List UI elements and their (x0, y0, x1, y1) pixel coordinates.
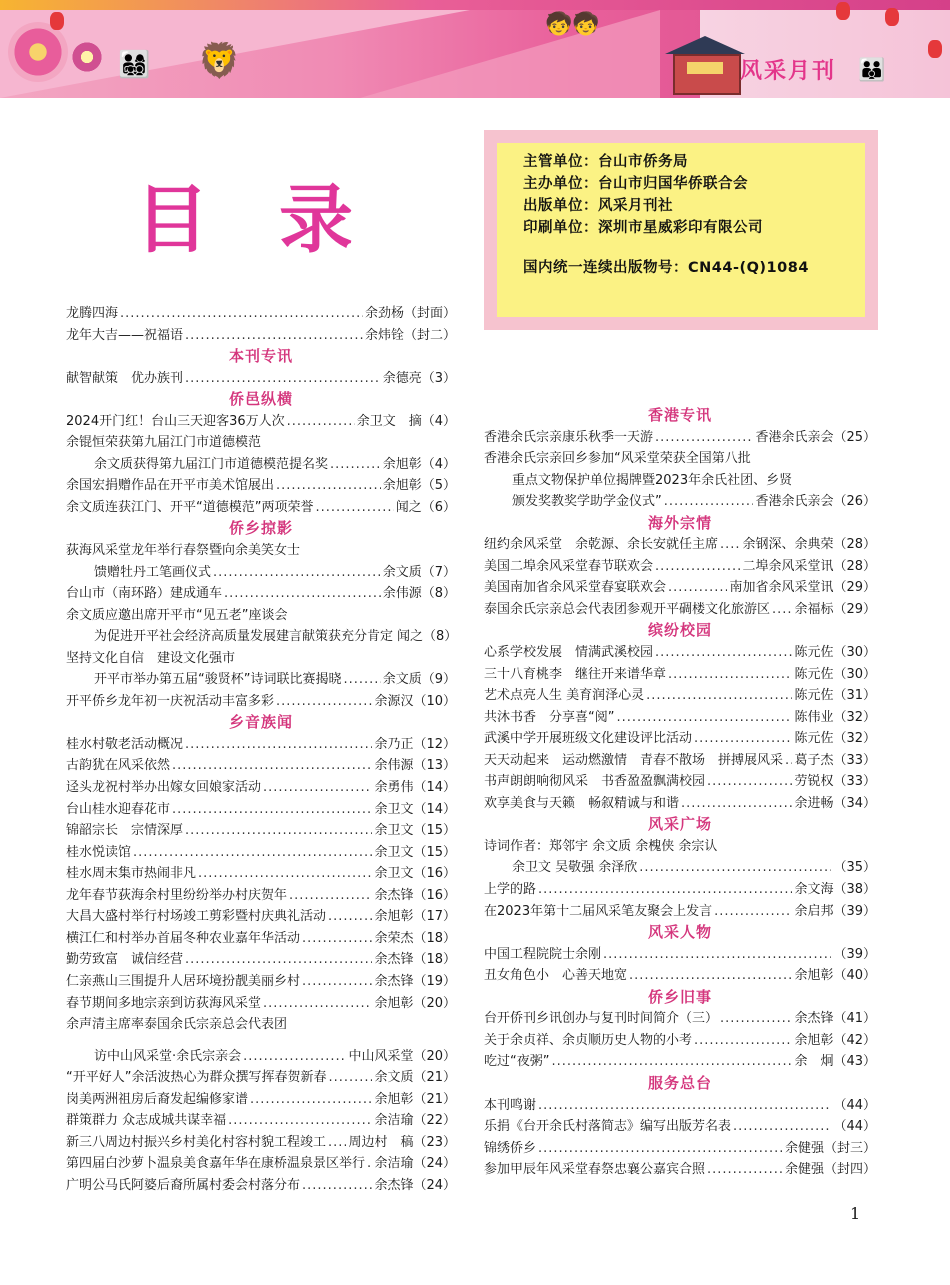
toc-entry-title: 锦绣侨乡 (484, 1140, 537, 1156)
toc-entry-author-page: 余卫文（16） (374, 866, 456, 882)
toc-leader-dots (720, 1008, 792, 1030)
toc-entry (66, 669, 456, 691)
toc-leader-dots (185, 368, 381, 390)
toc-entry-author-page: 周边村 稿（23） (348, 1134, 456, 1150)
toc-entry (484, 491, 876, 513)
toc-leader-dots (302, 928, 372, 950)
toc-entry-line: 重点文物保护单位揭牌暨2023年余氏社团、乡贤 (512, 472, 793, 488)
toc-entry (484, 556, 876, 578)
toc-entry-author-page: 余杰锋（18） (374, 952, 456, 968)
toc-entry-title: 吃过“夜粥” (484, 1054, 550, 1070)
toc-entry-author-page: 余健强（封四） (784, 1162, 876, 1178)
toc-entry-author-page: 余勇伟（14） (374, 780, 456, 796)
toc-entry-title: 勤劳致富 诚信经营 (66, 952, 184, 968)
toc-leader-dots (263, 993, 372, 1015)
toc-leader-dots (694, 1030, 792, 1052)
toc-section-heading: 风采广场 (647, 815, 712, 834)
toc-entry (66, 691, 456, 713)
toc-entry-author-page: 劳锐权（33） (794, 774, 876, 790)
toc-entry-author-page: 余旭彰（20） (374, 995, 456, 1011)
toc-entry-author-page: 余伟源（8） (382, 586, 456, 602)
toc-entry-title: 香港余氏宗亲康乐秋季一天游 (484, 429, 654, 445)
toc-section-heading: 侨乡掠影 (228, 519, 293, 538)
toc-section-heading: 服务总台 (647, 1073, 712, 1092)
toc-leader-dots (538, 1095, 831, 1117)
toc-leader-dots (330, 454, 381, 476)
family-figures-icon: 👪 (858, 58, 886, 83)
toc-section-heading: 香港专讯 (647, 406, 712, 424)
toc-entry-author-page: 余旭彰（42） (794, 1032, 876, 1048)
toc-entry-author-page: 余文质（21） (374, 1070, 456, 1086)
toc-entry-title: 乐捐《台开余氏村落简志》编写出版芳名表 (484, 1119, 732, 1135)
toc-leader-dots (538, 879, 792, 901)
toc-entry-title: 共沐书香 分享喜“阅” (484, 709, 615, 725)
toc-entry-author-page: 余杰锋（41） (794, 1011, 876, 1027)
toc-entry (484, 793, 876, 815)
toc-entry-author-page: 余劲杨（封面） (364, 306, 456, 321)
toc-entry (484, 901, 876, 923)
toc-entry (66, 755, 456, 777)
toc-entry-author-page: 葛子杰（33） (794, 752, 876, 768)
toc-leader-dots (276, 475, 381, 497)
toc-entry-author-page: 余洁瑜（24） (374, 1156, 456, 1172)
toc-section-heading: 风采人物 (647, 923, 712, 942)
lantern-icon (928, 40, 942, 58)
toc-entry-title: 上学的路 (484, 882, 537, 898)
flower-icon (70, 40, 104, 74)
toc-entry (66, 928, 456, 950)
toc-entry-author-page: （35） (833, 860, 876, 876)
toc-leader-dots (315, 497, 393, 519)
toc-entry-line: 余声清主席率泰国余氏宗亲总会代表团 (66, 1017, 288, 1033)
toc-entry-author-page: 余旭彰（21） (374, 1091, 456, 1107)
toc-leader-dots (733, 1116, 831, 1138)
toc-entry-author-page: 余旭彰（17） (374, 909, 456, 925)
toc-entry-author-page: 陈伟业（32） (794, 709, 876, 725)
toc-entry (484, 771, 876, 793)
toc-entry-title: 欢享美食与天籁 畅叙精诚与和谐 (484, 795, 680, 811)
toc-leader-dots (629, 965, 792, 987)
toc-entry-title: 本刊鸣谢 (484, 1097, 537, 1113)
toc-entry (66, 949, 456, 971)
toc-leader-dots (655, 556, 740, 578)
toc-entry-title: 新三八周边村振兴乡村美化村容村貌工程竣工 (66, 1134, 327, 1150)
banner-stripe (0, 0, 950, 10)
toc-leader-dots (655, 642, 792, 664)
publication-info-box (484, 130, 878, 330)
toc-entry-title: 桂水悦读馆 (66, 844, 132, 860)
toc-entry (484, 1008, 876, 1030)
toc-entry (484, 944, 876, 966)
toc-entry-title: 美国南加省余风采堂春宴联欢会 (484, 580, 667, 596)
toc-entry-title: 台山市（南环路）建成通车 (66, 586, 223, 602)
toc-entry-title: 第四届白沙萝卜温泉美食嘉年华在康桥温泉景区举行 (66, 1156, 366, 1172)
toc-entry-author-page: 闻之（8） (397, 629, 458, 645)
toc-entry-title: 颁发奖教奖学助学金仪式” (512, 494, 662, 510)
toc-entry-title: 龙年春节荻海余村里纷纷举办村庆贺年 (66, 887, 288, 903)
toc-entry-author-page: 陈元佐（31） (794, 688, 876, 704)
toc-entry-author-page: （39） (833, 946, 876, 962)
toc-entry-author-page: 闻之（6） (395, 499, 456, 515)
toc-entry (484, 1051, 876, 1073)
toc-entry-author-page: 陈元佐（30） (794, 645, 876, 661)
toc-entry-author-page: 余健强（封三） (784, 1140, 876, 1156)
toc-entry (484, 707, 876, 729)
toc-leader-dots (646, 685, 792, 707)
toc-entry (66, 971, 456, 993)
toc-entry (484, 750, 876, 772)
toc-entry (66, 1110, 456, 1132)
page-title: 目录 (135, 177, 423, 263)
toc-entry-title: 仁亲燕山三围提升人居环境扮靓美丽乡村 (66, 973, 301, 989)
toc-entry-title: 古韵犹在风采依然 (66, 758, 171, 774)
toc-leader-dots (185, 325, 363, 347)
toc-entry-title: 开平侨乡龙年初一庆祝活动丰富多彩 (66, 693, 275, 709)
toc-entry (66, 454, 456, 476)
toc-entry-line: 余锟恒荣获第九届江门市道德模范 (66, 435, 262, 451)
toc-entry-author-page: 余卫文 摘（4） (356, 413, 456, 429)
toc-entry-author-page: （44） (833, 1119, 876, 1135)
toc-leader-dots (616, 707, 792, 729)
toc-entry (484, 857, 876, 879)
people-figures-icon: 👨‍👩‍👧‍👦 (118, 50, 151, 80)
toc-leader-dots (224, 583, 381, 605)
toc-entry-title: 台山桂水迎春花市 (66, 801, 171, 817)
toc-entry-line: 余文质应邀出席开平市“见五老”座谈会 (66, 607, 288, 623)
toc-entry-title: 余文质获得第九届江门市道德模范提名奖 (94, 456, 329, 472)
toc-entry-title: 三十八育桃李 继往开来谱华章 (484, 666, 667, 682)
toc-entry-line: 坚持文化自信 建设文化强市 (66, 650, 236, 666)
toc-leader-dots (185, 734, 372, 756)
toc-entry (484, 728, 876, 750)
toc-leader-dots (343, 669, 380, 691)
toc-entry (66, 626, 456, 648)
toc-entry-title: 参加甲辰年风采堂春祭忠襄公嘉宾合照 (484, 1162, 706, 1178)
toc-leader-dots (551, 1051, 792, 1073)
toc-entry (66, 411, 456, 433)
toc-entry-author-page: 余德亮（3） (382, 370, 456, 386)
toc-leader-dots (720, 534, 740, 556)
toc-leader-dots (668, 577, 727, 599)
toc-entry-title: 心系学校发展 情满武溪校园 (484, 645, 654, 661)
toc-entry-author-page: 中山风采堂（20） (348, 1048, 456, 1064)
toc-entry-author-page: 余启邦（39） (794, 903, 876, 919)
toc-leader-dots (538, 1138, 783, 1160)
toc-entry-author-page: 南加省余风采堂讯（29） (729, 580, 876, 596)
toc-entry-author-page: 余福标（29） (794, 601, 876, 617)
toc-leader-dots (263, 777, 372, 799)
toc-leader-dots (681, 793, 792, 815)
toc-entry (484, 427, 876, 449)
toc-leader-dots (639, 857, 831, 879)
toc-entry-title: 横江仁和村举办首届冬种农业嘉年华活动 (66, 930, 301, 946)
toc-entry (66, 842, 456, 864)
toc-entry (484, 1095, 876, 1117)
shop-house-icon (665, 36, 745, 91)
toc-leader-dots (250, 1089, 372, 1111)
toc-entry (484, 577, 876, 599)
toc-entry-line: 诗词作者：郑邻宇 余文质 余槐侠 余宗认 (484, 838, 718, 854)
toc-entry-author-page: 余伟源（13） (374, 758, 456, 774)
toc-entry-author-page: 余杰锋（19） (374, 973, 456, 989)
toc-entry-title: “开平好人”余活波热心为群众撰写挥春贺新春 (66, 1070, 327, 1086)
toc-leader-dots (707, 1159, 783, 1181)
toc-entry-title: 迳头龙祝村举办出嫁女回娘家活动 (66, 780, 262, 796)
toc-entry (484, 599, 876, 621)
toc-entry-title: 余卫文 吴敬强 余泽欣 (512, 860, 638, 876)
toc-entry-author-page: 余钢深、余典荣（28） (742, 537, 876, 553)
toc-leader-dots (603, 944, 831, 966)
toc-entry-author-page: 余荣杰（18） (374, 930, 456, 946)
toc-entry (484, 1116, 876, 1138)
toc-leader-dots (664, 491, 754, 513)
banner-shape-mid (360, 10, 660, 98)
toc-entry (484, 965, 876, 987)
toc-leader-dots (694, 728, 792, 750)
toc-leader-dots (302, 971, 372, 993)
info-line: 印刷单位：深圳市星威彩印有限公司 (523, 220, 763, 236)
toc-entry-title: 献智献策 优办族刊 (66, 370, 184, 386)
toc-entry (484, 879, 876, 901)
toc-entry-author-page: 余文质（9） (382, 672, 456, 688)
toc-entry (484, 534, 876, 556)
dancer-figures-icon: 🧒🧒 (545, 12, 600, 37)
masthead-title: 风采月刊 (740, 58, 837, 84)
toc-entry (66, 497, 456, 519)
lantern-icon (50, 12, 64, 30)
toc-entry (484, 664, 876, 686)
toc-leader-dots (668, 664, 792, 686)
toc-entry-author-page: 余 炯（43） (794, 1054, 876, 1070)
info-line: 出版单位：风采月刊社 (523, 198, 673, 214)
toc-entry-author-page: 余杰锋（24） (374, 1177, 456, 1193)
toc-entry-title: 锦韶宗长 宗情深厚 (66, 823, 184, 839)
toc-entry-title: 泰国余氏宗亲总会代表团参观开平碉楼文化旅游区 (484, 601, 771, 617)
flower-icon (8, 22, 68, 82)
toc-entry-title: 为促进开平社会经济高质量发展建言献策获充分肯定 (94, 629, 394, 645)
toc-entry (484, 1138, 876, 1160)
toc-leader-dots (185, 820, 372, 842)
toc-entry-title: 关于余贞祥、余贞顺历史人物的小考 (484, 1032, 693, 1048)
toc-entry (66, 475, 456, 497)
toc-leader-dots (120, 303, 363, 325)
toc-left-column (66, 303, 456, 1196)
toc-entry-title: 纽约余风采堂 余乾源、余长安就任主席 (484, 537, 719, 553)
toc-entry-line: 荻海风采堂龙年举行春祭暨向余美笑女士 (66, 543, 301, 559)
toc-entry-title: 2024开门红！台山三天迎客36万人次 (66, 413, 285, 429)
toc-leader-dots (328, 1132, 346, 1154)
toc-entry-title: 台开侨刊乡讯创办与复刊时间简介（三） (484, 1011, 719, 1027)
toc-leader-dots (328, 906, 372, 928)
toc-entry (484, 685, 876, 707)
toc-entry-author-page: 余卫文（14） (374, 801, 456, 817)
toc-entry (66, 1067, 456, 1089)
toc-leader-dots (276, 691, 372, 713)
lion-dance-icon: 🦁 (198, 41, 241, 81)
toc-entry-author-page: 余文海（38） (794, 882, 876, 898)
info-line: 主管单位：台山市侨务局 (523, 154, 688, 170)
toc-entry-title: 开平市举办第五届“骏贤杯”诗词联比赛揭晓 (94, 672, 342, 688)
toc-entry-author-page: 余源汉（10） (374, 693, 456, 709)
toc-section-heading: 缤纷校园 (647, 621, 712, 640)
toc-entry-title: 余国宏捐赠作品在开平市美术馆展出 (66, 478, 275, 494)
toc-entry-title: 群策群力 众志成城共谋幸福 (66, 1113, 227, 1129)
toc-entry (66, 303, 456, 325)
toc-entry (66, 562, 456, 584)
lantern-icon (885, 8, 899, 26)
toc-entry-author-page: 余乃正（12） (374, 736, 456, 752)
toc-entry (66, 1175, 456, 1197)
toc-leader-dots (302, 1175, 372, 1197)
toc-entry (66, 799, 456, 821)
toc-leader-dots (714, 901, 792, 923)
toc-entry (66, 1153, 456, 1175)
toc-entry (484, 1030, 876, 1052)
toc-entry-author-page: 香港余氏亲会（25） (755, 429, 876, 445)
toc-entry (66, 1089, 456, 1111)
toc-entry-author-page: 余杰锋（16） (374, 887, 456, 903)
toc-entry-title: 在2023年第十二届风采笔友聚会上发言 (484, 903, 713, 919)
toc-leader-dots (707, 771, 792, 793)
toc-entry-title: 武溪中学开展班级文化建设评比活动 (484, 731, 693, 747)
toc-entry (484, 1159, 876, 1181)
toc-right-column (484, 405, 876, 1181)
toc-leader-dots (198, 863, 372, 885)
toc-entry-title: 馈赠牡丹工笔画仪式 (94, 564, 212, 580)
toc-section-heading: 本刊专讯 (228, 347, 293, 366)
info-line: 主办单位：台山市归国华侨联合会 (523, 176, 748, 192)
toc-entry-author-page: 余洁瑜（22） (374, 1113, 456, 1129)
toc-entry-title: 天天动起来 运动燃激情 青春不散场 拼搏展风采 (484, 752, 784, 768)
toc-entry-author-page: 陈元佐（32） (794, 731, 876, 747)
toc-entry-author-page: 余旭彰（40） (794, 968, 876, 984)
toc-entry (66, 1132, 456, 1154)
toc-leader-dots (172, 799, 372, 821)
header-banner (0, 0, 950, 98)
toc-leader-dots (772, 599, 792, 621)
toc-section-heading: 侨邑纵横 (228, 390, 293, 409)
toc-entry (66, 583, 456, 605)
toc-leader-dots (185, 949, 372, 971)
page-number: 1 (850, 1204, 861, 1223)
toc-entry-author-page: 余旭彰（4） (382, 456, 456, 472)
toc-leader-dots (655, 427, 753, 449)
toc-leader-dots (367, 1153, 372, 1175)
toc-entry-author-page: 余卫文（15） (374, 844, 456, 860)
toc-entry (66, 325, 456, 347)
toc-entry-title: 余文质连获江门、开平“道德模范”两项荣誉 (66, 499, 314, 515)
toc-leader-dots (172, 755, 372, 777)
toc-entry-title: 春节期间多地宗亲到访荻海风采堂 (66, 995, 262, 1011)
toc-entry (66, 1046, 456, 1068)
toc-entry-author-page: 二埠余风采堂讯（28） (742, 558, 876, 574)
toc-entry-title: 丑女角色小 心善天地宽 (484, 968, 628, 984)
toc-leader-dots (289, 885, 372, 907)
lantern-icon (836, 2, 850, 20)
toc-leader-dots (328, 1067, 372, 1089)
toc-entry-title: 大昌大盛村举行村场竣工剪彩暨村庆典礼活动 (66, 909, 327, 925)
toc-leader-dots (243, 1046, 346, 1068)
toc-entry-author-page: 陈元佐（30） (794, 666, 876, 682)
toc-entry-title: 艺术点亮人生 美育润泽心灵 (484, 688, 645, 704)
toc-entry-author-page: 余炜铨（封二） (364, 327, 456, 343)
toc-entry-title: 桂水周末集市热闹非凡 (66, 866, 197, 882)
toc-section-heading: 侨乡旧事 (647, 987, 712, 1006)
toc-entry (66, 368, 456, 390)
toc-leader-dots (785, 750, 792, 772)
toc-entry-title: 中国工程院院士余刚 (484, 946, 602, 962)
toc-entry-title: 岗美两洲祖房后裔发起编修家谱 (66, 1091, 249, 1107)
toc-entry-title: 访中山风采堂·余氏宗亲会 (94, 1048, 242, 1064)
toc-entry-line: 香港余氏宗亲回乡参加“风采堂荣获全国第八批 (484, 451, 751, 467)
toc-entry-title: 桂水村敬老活动概况 (66, 736, 184, 752)
toc-leader-dots (213, 562, 381, 584)
issn-line: 国内统一连续出版物号：CN44-(Q)1084 (523, 260, 809, 276)
toc-entry-title: 美国二埠余风采堂春节联欢会 (484, 558, 654, 574)
toc-leader-dots (287, 411, 355, 433)
toc-entry-author-page: 余文质（7） (382, 564, 456, 580)
toc-entry-author-page: 余旭彰（5） (382, 478, 456, 494)
toc-entry (66, 885, 456, 907)
toc-section-heading: 海外宗情 (647, 513, 712, 532)
toc-entry-author-page: 余卫文（15） (374, 823, 456, 839)
toc-entry-title: 龙腾四海 (66, 306, 119, 321)
toc-entry (66, 734, 456, 756)
toc-leader-dots (228, 1110, 372, 1132)
toc-entry (66, 777, 456, 799)
toc-entry (66, 993, 456, 1015)
toc-entry (66, 863, 456, 885)
toc-spacer (66, 1036, 456, 1046)
toc-leader-dots (133, 842, 372, 864)
toc-entry (66, 906, 456, 928)
toc-entry-title: 龙年大吉——祝福语 (66, 327, 184, 343)
toc-section-heading: 乡音族闻 (228, 713, 293, 732)
toc-entry-author-page: （44） (833, 1097, 876, 1113)
toc-entry (66, 820, 456, 842)
toc-entry-author-page: 余进畅（34） (794, 795, 876, 811)
toc-entry-title: 书声朗朗响彻风采 书香盈盈飘满校园 (484, 774, 706, 790)
toc-entry-title: 广明公马氏阿婆后裔所属村委会村落分布 (66, 1177, 301, 1193)
toc-entry-author-page: 香港余氏亲会（26） (755, 494, 876, 510)
toc-entry (484, 642, 876, 664)
